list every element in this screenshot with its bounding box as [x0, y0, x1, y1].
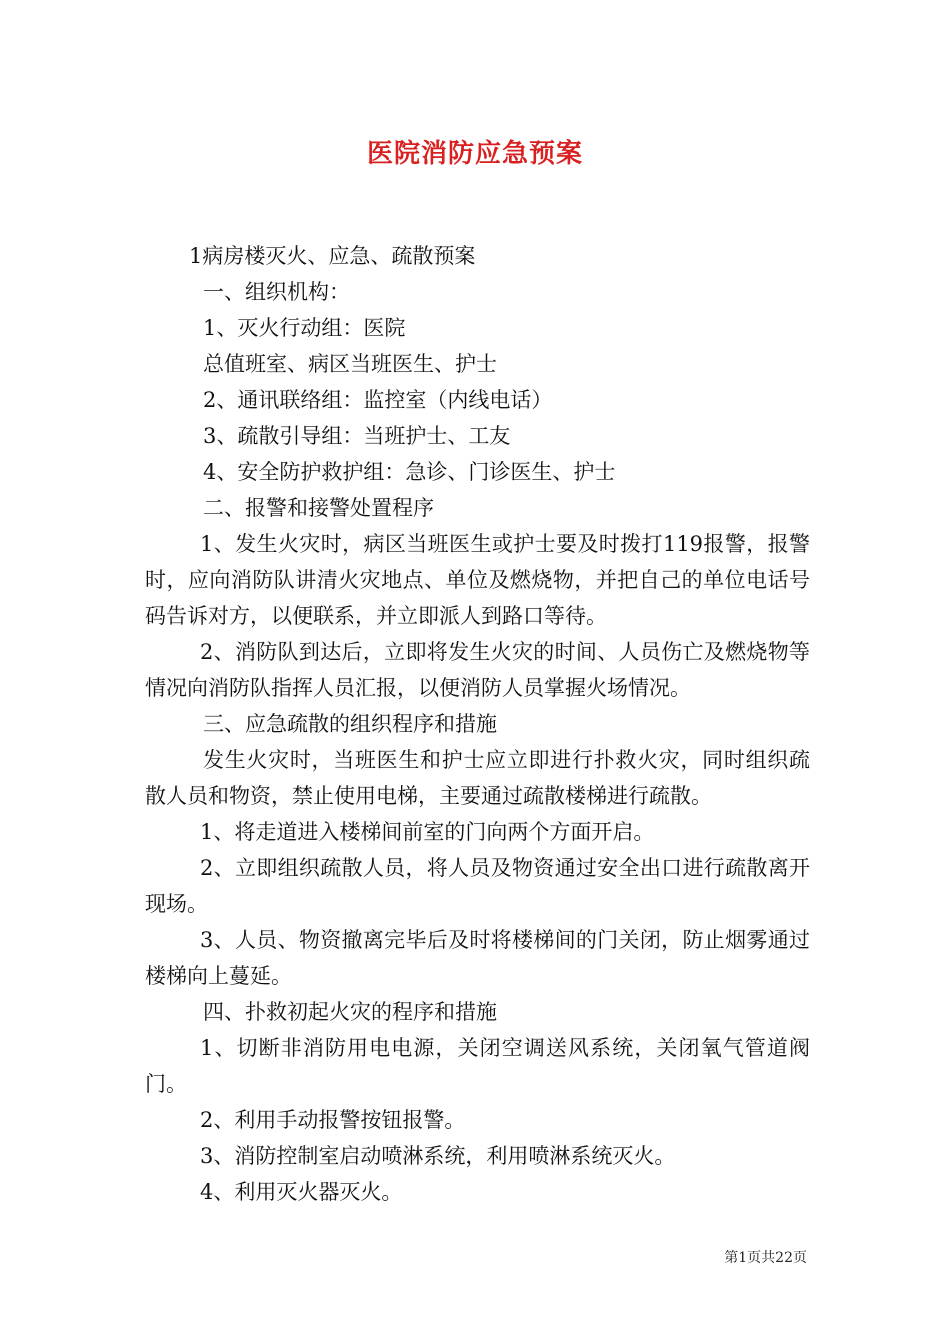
list-item: 3、疏散引导组：当班护士、工友	[203, 424, 511, 448]
paragraph: 1、发生火灾时，病区当班医生或护士要及时拨打119报警，报警时，应向消防队讲清火灾地点、单位及燃烧物，并把自己的单位电话号码告诉对方，以便联系，并立即派人到路口等待。	[145, 532, 810, 628]
paragraph: 2、消防队到达后，立即将发生火灾的时间、人员伤亡及燃烧物等情况向消防队指挥人员汇报，以便消防人员掌握火场情况。	[145, 640, 810, 700]
page-number: 第1页共22页	[724, 1250, 807, 1266]
section-heading: 一、组织机构：	[203, 280, 350, 304]
list-item: 2、通讯联络组：监控室（内线电话）	[203, 388, 553, 412]
section-heading: 三、应急疏散的组织程序和措施	[203, 712, 497, 736]
document-title: 医院消防应急预案	[366, 139, 583, 169]
list-item: 1、灭火行动组：医院	[203, 316, 406, 340]
paragraph: 2、利用手动报警按钮报警。	[200, 1108, 466, 1132]
document-body	[145, 238, 810, 1210]
section-heading: 二、报警和接警处置程序	[203, 496, 434, 520]
paragraph: 1、切断非消防用电电源，关闭空调送风系统，关闭氧气管道阀门。	[145, 1036, 810, 1096]
list-item: 总值班室、病区当班医生、护士	[203, 352, 497, 376]
paragraph: 3、消防控制室启动喷淋系统，利用喷淋系统灭火。	[200, 1144, 676, 1168]
subtitle-line: 1病房楼灭火、应急、疏散预案	[189, 244, 476, 268]
paragraph: 1、将走道进入楼梯间前室的门向两个方面开启。	[200, 820, 655, 844]
paragraph: 3、人员、物资撤离完毕后及时将楼梯间的门关闭，防止烟雾通过楼梯向上蔓延。	[145, 928, 810, 988]
paragraph: 2、立即组织疏散人员，将人员及物资通过安全出口进行疏散离开现场。	[145, 856, 810, 916]
paragraph: 发生火灾时，当班医生和护士应立即进行扑救火灾，同时组织疏散人员和物资，禁止使用电梯，主要通过疏散楼梯进行疏散。	[145, 748, 810, 808]
list-item: 4、安全防护救护组：急诊、门诊医生、护士	[203, 460, 616, 484]
paragraph: 4、利用灭火器灭火。	[200, 1180, 403, 1204]
section-heading: 四、扑救初起火灾的程序和措施	[203, 1000, 497, 1024]
